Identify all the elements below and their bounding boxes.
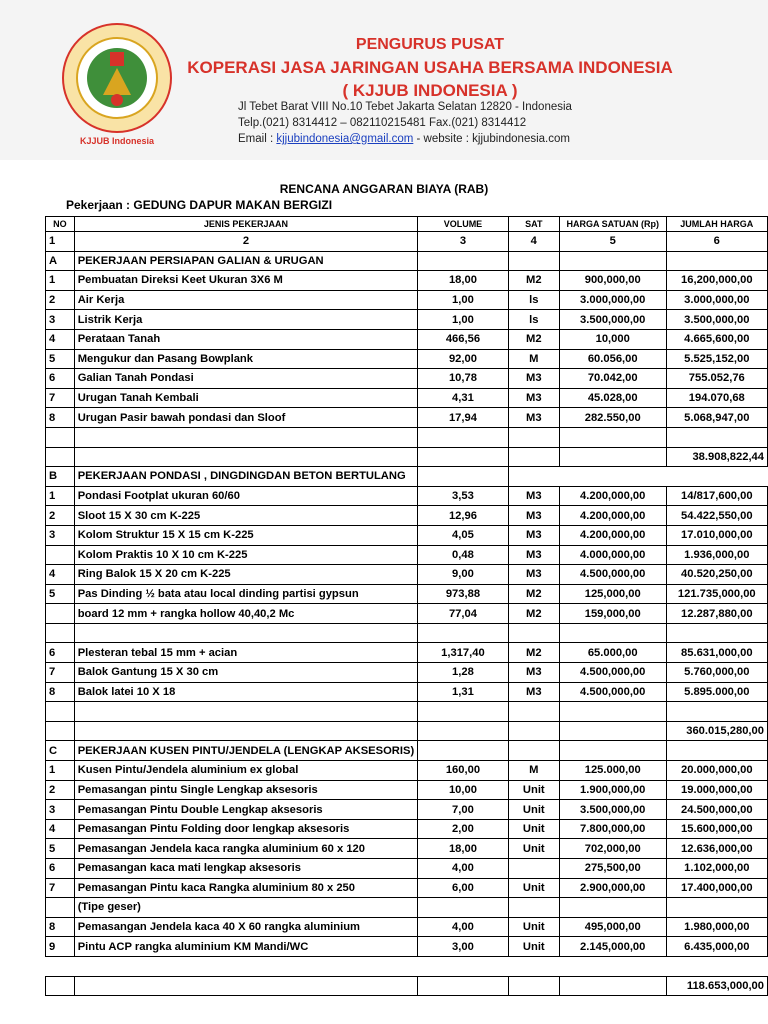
cell-jh: 16,200,000,00 (666, 271, 767, 291)
cell-job: Sloot 15 X 30 cm K-225 (74, 506, 418, 526)
empty-cell (508, 427, 559, 447)
empty-cell (508, 741, 559, 761)
website-label: - website : (416, 133, 469, 145)
cell-hs: 1.900,000,00 (559, 780, 666, 800)
cell-jh: 5.525,152,00 (666, 349, 767, 369)
cell-jh: 5.068,947,00 (666, 408, 767, 428)
empty-cell (559, 467, 666, 487)
cell-sat: M3 (508, 388, 559, 408)
column-header: VOLUME (418, 217, 509, 232)
cell-vol: 1,00 (418, 290, 509, 310)
cell-job: Ring Balok 15 X 20 cm K-225 (74, 565, 418, 585)
cell-job: Pemasangan kaca mati lengkap aksesoris (74, 859, 418, 879)
empty-cell (508, 721, 559, 741)
cell-job (74, 623, 418, 643)
cell-hs: 70.042,00 (559, 369, 666, 389)
cell-hs: 125,000,00 (559, 584, 666, 604)
cell-vol: 4,31 (418, 388, 509, 408)
cell-hs: 2.900,000,00 (559, 878, 666, 898)
table-row (46, 878, 768, 898)
cell-jh: 5.895.000,00 (666, 682, 767, 702)
empty-cell (559, 702, 666, 722)
cell-sat: M (508, 761, 559, 781)
empty-cell (74, 976, 418, 996)
cell-hs: 3.500,000,00 (559, 800, 666, 820)
cell-no: 7 (46, 388, 75, 408)
empty-cell (74, 447, 418, 467)
cell-sat: M3 (508, 565, 559, 585)
cell-jh: 194.070,68 (666, 388, 767, 408)
cell-vol: 0,48 (418, 545, 509, 565)
cell-job: Pemasangan Jendela kaca rangka aluminium 60 x 120 (74, 839, 418, 859)
empty-cell (418, 976, 509, 996)
section-code: C (46, 741, 75, 761)
empty-cell (508, 976, 559, 996)
section-row (46, 741, 768, 761)
cell-vol: 1,31 (418, 682, 509, 702)
cell-jh: 15.600,000,00 (666, 819, 767, 839)
section-code: B (46, 467, 75, 487)
empty-cell (418, 467, 509, 487)
cell-sat: M3 (508, 682, 559, 702)
column-header: SAT (508, 217, 559, 232)
cell-no: 8 (46, 682, 75, 702)
table-row (46, 917, 768, 937)
cell-jh: 1.102,000,00 (666, 859, 767, 879)
table-row (46, 604, 768, 624)
empty-cell (418, 427, 509, 447)
section-total-row (46, 447, 768, 467)
spacer (46, 956, 768, 976)
cell-job: Pondasi Footplat ukuran 60/60 (74, 486, 418, 506)
cell-no: 4 (46, 329, 75, 349)
table-row (46, 290, 768, 310)
cell-no: 4 (46, 819, 75, 839)
cell-job: Pemasangan Pintu Folding door lengkap aksesoris (74, 819, 418, 839)
cell-vol: 466,56 (418, 329, 509, 349)
cell-no (46, 623, 75, 643)
cell-job: board 12 mm + rangka hollow 40,40,2 Mc (74, 604, 418, 624)
cell-vol: 160,00 (418, 761, 509, 781)
empty-cell (508, 447, 559, 467)
empty-cell (666, 702, 767, 722)
table-row (46, 819, 768, 839)
table-row (46, 565, 768, 585)
org-line1: PENGURUS PUSAT (355, 36, 505, 53)
section-total-row (46, 976, 768, 996)
blank-row (46, 427, 768, 447)
rab-table (45, 216, 768, 996)
empty-cell (74, 721, 418, 741)
table-row (46, 369, 768, 389)
cell-job: Galian Tanah Pondasi (74, 369, 418, 389)
cell-hs: 4.200,000,00 (559, 486, 666, 506)
column-index: 2 (74, 232, 418, 252)
cell-vol: 1,317,40 (418, 643, 509, 663)
section-total-row (46, 721, 768, 741)
cell-hs: 159,000,00 (559, 604, 666, 624)
cell-vol: 4,00 (418, 917, 509, 937)
cell-no: 7 (46, 663, 75, 683)
cell-job: Plesteran tebal 15 mm + acian (74, 643, 418, 663)
cell-jh: 24.500,000,00 (666, 800, 767, 820)
document-title: RENCANA ANGGARAN BIAYA (RAB) (279, 182, 489, 196)
cell-job: Mengukur dan Pasang Bowplank (74, 349, 418, 369)
column-header: JENIS PEKERJAAN (74, 217, 418, 232)
empty-cell (46, 721, 75, 741)
cell-hs: 7.800,000,00 (559, 819, 666, 839)
table-row (46, 388, 768, 408)
cell-jh: 3.500,000,00 (666, 310, 767, 330)
cell-job: Perataan Tanah (74, 329, 418, 349)
cell-jh: 5.760,000,00 (666, 663, 767, 683)
cell-job: Kolom Praktis 10 X 10 cm K-225 (74, 545, 418, 565)
empty-cell (559, 447, 666, 467)
cell-no: 1 (46, 271, 75, 291)
cell-vol: 10,78 (418, 369, 509, 389)
empty-cell (46, 447, 75, 467)
cell-jh: 1.936,000,00 (666, 545, 767, 565)
cell-sat: Unit (508, 917, 559, 937)
empty-cell (508, 467, 559, 487)
cell-sat: M3 (508, 545, 559, 565)
cell-no: 9 (46, 937, 75, 957)
table-row (46, 310, 768, 330)
cell-job: Balok Gantung 15 X 30 cm (74, 663, 418, 683)
table-row (46, 839, 768, 859)
cell-vol: 77,04 (418, 604, 509, 624)
cell-hs: 495,000,00 (559, 917, 666, 937)
cell-job: Kolom Struktur 15 X 15 cm K-225 (74, 525, 418, 545)
column-index-row (46, 232, 768, 252)
cell-hs: 282.550,00 (559, 408, 666, 428)
cell-sat: Unit (508, 780, 559, 800)
cell-sat (508, 859, 559, 879)
cell-hs: 4.200,000,00 (559, 525, 666, 545)
cell-jh: 54.422,550,00 (666, 506, 767, 526)
cell-no: 5 (46, 584, 75, 604)
cell-sat: Unit (508, 839, 559, 859)
cell-job: Pemasangan Pintu Double Lengkap aksesoris (74, 800, 418, 820)
cell-sat: M (508, 349, 559, 369)
table-row (46, 937, 768, 957)
cell-sat (508, 898, 559, 918)
table-row (46, 898, 768, 918)
cell-vol: 6,00 (418, 878, 509, 898)
cell-no: 6 (46, 643, 75, 663)
table-row (46, 859, 768, 879)
section-row (46, 467, 768, 487)
website-link[interactable]: kjjubindonesia.com (472, 133, 570, 145)
cell-sat: Unit (508, 878, 559, 898)
organization-header (180, 36, 680, 101)
cell-sat: ls (508, 290, 559, 310)
cell-no: 5 (46, 839, 75, 859)
cell-jh: 4.665,600,00 (666, 329, 767, 349)
cell-jh: 3.000,000,00 (666, 290, 767, 310)
cell-job: Air Kerja (74, 290, 418, 310)
empty-cell (559, 721, 666, 741)
cell-job: (Tipe geser) (74, 898, 418, 918)
cell-hs: 900,000,00 (559, 271, 666, 291)
column-header: HARGA SATUAN (Rp) (559, 217, 666, 232)
empty-cell (418, 702, 509, 722)
letterhead (0, 0, 768, 160)
cell-sat: M3 (508, 506, 559, 526)
column-index: 4 (508, 232, 559, 252)
table-row (46, 408, 768, 428)
table-row (46, 584, 768, 604)
cell-job: Urugan Pasir bawah pondasi dan Sloof (74, 408, 418, 428)
cell-job: Pemasangan Jendela kaca 40 X 60 rangka aluminium (74, 917, 418, 937)
cell-sat: M3 (508, 486, 559, 506)
table-row (46, 525, 768, 545)
section-code: A (46, 251, 75, 271)
section-name: PEKERJAAN PONDASI , DINGDINGDAN BETON BERTULANG (74, 467, 418, 487)
cell-sat: Unit (508, 819, 559, 839)
empty-cell (508, 702, 559, 722)
column-index: 6 (666, 232, 767, 252)
cell-vol: 2,00 (418, 819, 509, 839)
table-row (46, 623, 768, 643)
table-row (46, 545, 768, 565)
column-index: 3 (418, 232, 509, 252)
cell-jh: 12.287,880,00 (666, 604, 767, 624)
column-header: NO (46, 217, 75, 232)
table-row (46, 682, 768, 702)
empty-cell (559, 251, 666, 271)
cell-job: Pas Dinding ½ bata atau local dinding partisi gypsun (74, 584, 418, 604)
empty-cell (418, 251, 509, 271)
empty-cell (559, 976, 666, 996)
cell-jh: 12.636,000,00 (666, 839, 767, 859)
blank-row (46, 702, 768, 722)
cell-no: 7 (46, 878, 75, 898)
cell-sat: ls (508, 310, 559, 330)
cell-sat: M2 (508, 584, 559, 604)
cell-jh: 17.010,000,00 (666, 525, 767, 545)
address: Jl Tebet Barat VIII No.10 Tebet Jakarta Selatan 12820 - Indonesia (238, 101, 572, 113)
cell-vol: 973,88 (418, 584, 509, 604)
cell-jh: 20.000,000,00 (666, 761, 767, 781)
empty-cell (666, 741, 767, 761)
section-total: 118.653,000,00 (666, 976, 767, 996)
cell-vol: 9,00 (418, 565, 509, 585)
cell-hs (559, 623, 666, 643)
cell-job: Urugan Tanah Kembali (74, 388, 418, 408)
cell-hs: 65.000,00 (559, 643, 666, 663)
section-row (46, 251, 768, 271)
cell-hs: 10,000 (559, 329, 666, 349)
phone: Telp.(021) 8314412 – 082110215481 Fax.(021) 8314412 (238, 117, 527, 129)
cell-vol: 3,53 (418, 486, 509, 506)
cell-vol (418, 898, 509, 918)
table-row (46, 761, 768, 781)
cell-hs: 702,000,00 (559, 839, 666, 859)
cell-vol: 1,00 (418, 310, 509, 330)
cell-hs: 275,500,00 (559, 859, 666, 879)
empty-cell (46, 702, 75, 722)
cell-jh: 121.735,000,00 (666, 584, 767, 604)
cell-job: Balok latei 10 X 18 (74, 682, 418, 702)
empty-cell (666, 427, 767, 447)
document-subtitle: Pekerjaan : GEDUNG DAPUR MAKAN BERGIZI (66, 198, 333, 212)
cell-vol: 17,94 (418, 408, 509, 428)
cell-job: Pemasangan pintu Single Lengkap aksesoris (74, 780, 418, 800)
empty-cell (418, 741, 509, 761)
empty-cell (666, 251, 767, 271)
cell-no (46, 898, 75, 918)
cell-sat: M3 (508, 663, 559, 683)
cell-vol: 1,28 (418, 663, 509, 683)
logo-caption: KJJUB Indonesia (79, 136, 155, 146)
cell-no: 2 (46, 506, 75, 526)
cell-jh: 40.520,250,00 (666, 565, 767, 585)
cell-no: 1 (46, 486, 75, 506)
empty-cell (559, 427, 666, 447)
table-header-row (46, 217, 768, 232)
empty-cell (418, 721, 509, 741)
cell-sat: M2 (508, 329, 559, 349)
cell-hs: 45.028,00 (559, 388, 666, 408)
email-line (238, 131, 572, 147)
cell-vol: 3,00 (418, 937, 509, 957)
empty-cell (74, 702, 418, 722)
table-row (46, 800, 768, 820)
cell-vol: 7,00 (418, 800, 509, 820)
empty-cell (418, 447, 509, 467)
table-row (46, 663, 768, 683)
cell-job: Pembuatan Direksi Keet Ukuran 3X6 M (74, 271, 418, 291)
spacer-row (46, 956, 768, 976)
cell-sat: M2 (508, 604, 559, 624)
cell-no (46, 604, 75, 624)
cell-jh: 14/817,600,00 (666, 486, 767, 506)
cell-jh: 19.000,000,00 (666, 780, 767, 800)
cell-vol: 4,05 (418, 525, 509, 545)
cell-vol: 18,00 (418, 271, 509, 291)
cell-job: Pemasangan Pintu kaca Rangka aluminium 80 x 250 (74, 878, 418, 898)
cell-vol: 4,00 (418, 859, 509, 879)
empty-cell (46, 427, 75, 447)
cell-jh: 6.435,000,00 (666, 937, 767, 957)
cell-no: 6 (46, 859, 75, 879)
cell-no: 3 (46, 310, 75, 330)
cell-vol: 18,00 (418, 839, 509, 859)
cell-sat: M2 (508, 643, 559, 663)
table-row (46, 349, 768, 369)
cell-hs: 4.200,000,00 (559, 506, 666, 526)
cell-no (46, 545, 75, 565)
cell-hs: 3.000,000,00 (559, 290, 666, 310)
table-row (46, 486, 768, 506)
table-row (46, 329, 768, 349)
cell-jh: 17.400,000,00 (666, 878, 767, 898)
cell-vol: 10,00 (418, 780, 509, 800)
cell-vol (418, 623, 509, 643)
cell-no: 4 (46, 565, 75, 585)
cell-job: Kusen Pintu/Jendela aluminium ex global (74, 761, 418, 781)
empty-cell (46, 976, 75, 996)
table-row (46, 271, 768, 291)
cooperative-logo (58, 20, 176, 150)
cell-no: 8 (46, 408, 75, 428)
empty-cell (508, 251, 559, 271)
cell-jh (666, 898, 767, 918)
cell-hs: 2.145,000,00 (559, 937, 666, 957)
section-total: 360.015,280,00 (666, 721, 767, 741)
cell-hs: 60.056,00 (559, 349, 666, 369)
cell-jh (666, 623, 767, 643)
cell-jh: 85.631,000,00 (666, 643, 767, 663)
empty-cell (559, 741, 666, 761)
cell-no: 3 (46, 525, 75, 545)
table-row (46, 780, 768, 800)
cell-hs (559, 898, 666, 918)
section-name: PEKERJAAN KUSEN PINTU/JENDELA (LENGKAP AKSESORIS) (74, 741, 418, 761)
column-header: JUMLAH HARGA (666, 217, 767, 232)
cell-jh: 755.052,76 (666, 369, 767, 389)
empty-cell (666, 467, 767, 487)
cell-hs: 4.000,000,00 (559, 545, 666, 565)
org-contact (238, 99, 572, 147)
table-row (46, 643, 768, 663)
email-link[interactable]: kjjubindonesia@gmail.com (276, 133, 414, 145)
cell-no: 2 (46, 290, 75, 310)
cell-sat: Unit (508, 800, 559, 820)
cell-no: 5 (46, 349, 75, 369)
cell-job: Listrik Kerja (74, 310, 418, 330)
cell-no: 2 (46, 780, 75, 800)
table-row (46, 506, 768, 526)
cell-vol: 12,96 (418, 506, 509, 526)
cell-no: 6 (46, 369, 75, 389)
cell-sat: M3 (508, 369, 559, 389)
column-index: 1 (46, 232, 75, 252)
cell-sat: M3 (508, 525, 559, 545)
cell-hs: 125.000,00 (559, 761, 666, 781)
cell-jh: 1.980,000,00 (666, 917, 767, 937)
cell-no: 1 (46, 761, 75, 781)
column-index: 5 (559, 232, 666, 252)
cell-sat: Unit (508, 937, 559, 957)
section-name: PEKERJAAN PERSIAPAN GALIAN & URUGAN (74, 251, 418, 271)
cell-sat (508, 623, 559, 643)
cell-hs: 3.500,000,00 (559, 310, 666, 330)
cell-hs: 4.500,000,00 (559, 565, 666, 585)
cell-vol: 92,00 (418, 349, 509, 369)
cell-job: Pintu ACP rangka aluminium KM Mandi/WC (74, 937, 418, 957)
email-label: Email : (238, 133, 274, 145)
cell-hs: 4.500,000,00 (559, 682, 666, 702)
cell-no: 3 (46, 800, 75, 820)
section-total: 38.908,822,44 (666, 447, 767, 467)
empty-cell (74, 427, 418, 447)
cell-hs: 4.500,000,00 (559, 663, 666, 683)
org-abbrev: ( KJJUB INDONESIA ) (342, 81, 518, 100)
org-name: KOPERASI JASA JARINGAN USAHA BERSAMA INDONESIA (187, 58, 673, 77)
cell-no: 8 (46, 917, 75, 937)
cell-sat: M3 (508, 408, 559, 428)
cell-sat: M2 (508, 271, 559, 291)
